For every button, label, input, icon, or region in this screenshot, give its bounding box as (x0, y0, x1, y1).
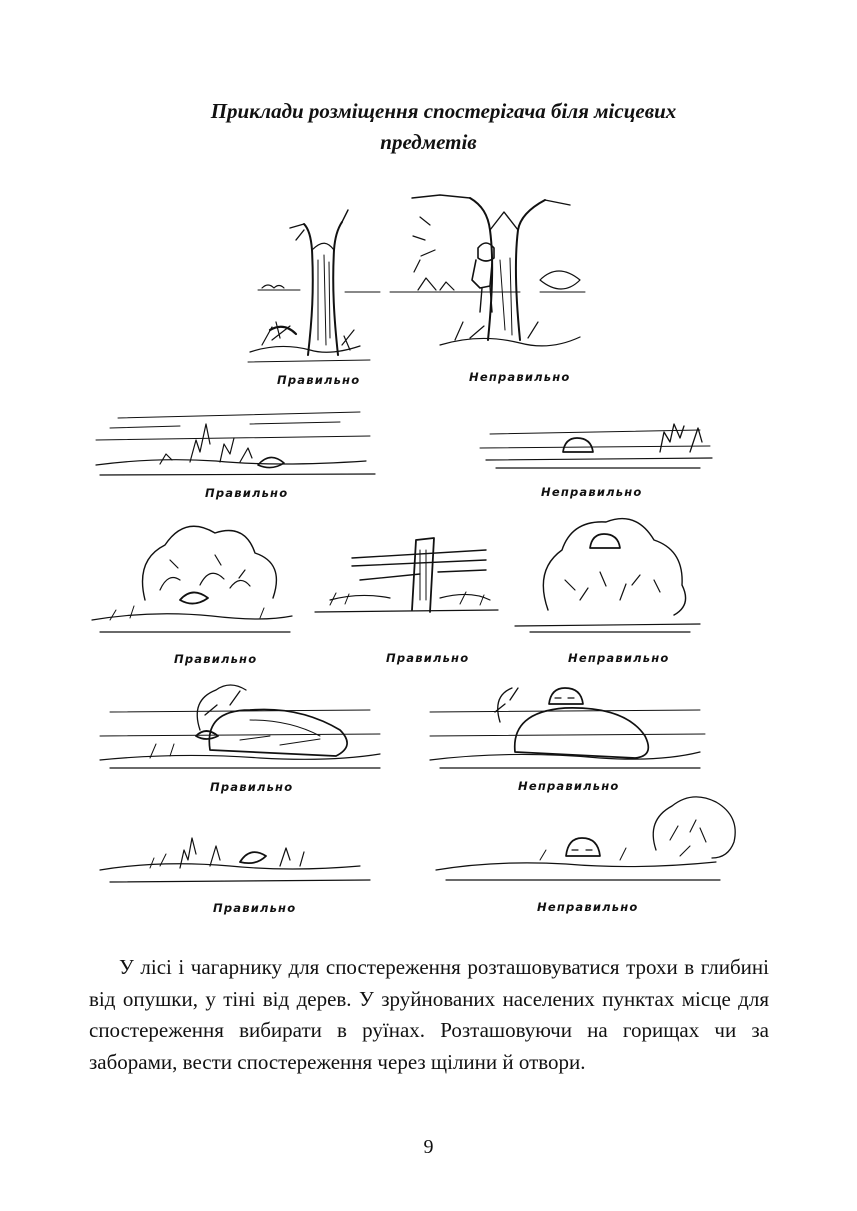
scene-tree-incorrect (390, 195, 585, 346)
scene-field-incorrect (480, 424, 712, 468)
scene-grass-correct (100, 838, 370, 882)
title-line-1: Приклади розміщення спостерігача біля місцевих (210, 99, 677, 123)
scene-fence-correct (315, 538, 498, 612)
caption-row2-left: Правильно (205, 486, 289, 500)
scene-tree-correct (248, 210, 380, 362)
caption-row1-left: Правильно (277, 373, 361, 387)
caption-row3-middle: Правильно (386, 651, 470, 665)
caption-row3-right: Неправильно (568, 651, 670, 665)
scene-rock-incorrect (430, 688, 705, 768)
caption-row2-right: Неправильно (541, 485, 643, 499)
page-number: 9 (423, 1136, 434, 1158)
caption-row5-left: Правильно (213, 901, 297, 915)
page-title (0, 96, 857, 158)
scene-field-correct (96, 412, 375, 475)
scene-bush-correct (92, 526, 292, 632)
caption-row1-right: Неправильно (469, 370, 571, 384)
caption-row3-left: Правильно (174, 652, 258, 666)
body-paragraph: У лісі і чагарнику для спостереження розташовуватися трохи в глибині від опушки, у тіні від дерев. У зруйнованих населених пунктах місце для спостереження вибирати в руїнах. Розташовуючи на горищах чи за заборами, вести спостереження через щілини й отвори. (89, 955, 769, 1074)
scene-rock-correct (100, 685, 380, 768)
scene-bush-incorrect (515, 519, 700, 632)
caption-row5-right: Неправильно (537, 900, 639, 914)
caption-row4-left: Правильно (210, 780, 294, 794)
scene-grass-incorrect (436, 797, 735, 880)
caption-row4-right: Неправильно (518, 779, 620, 793)
title-line-2: предметів (380, 130, 477, 154)
